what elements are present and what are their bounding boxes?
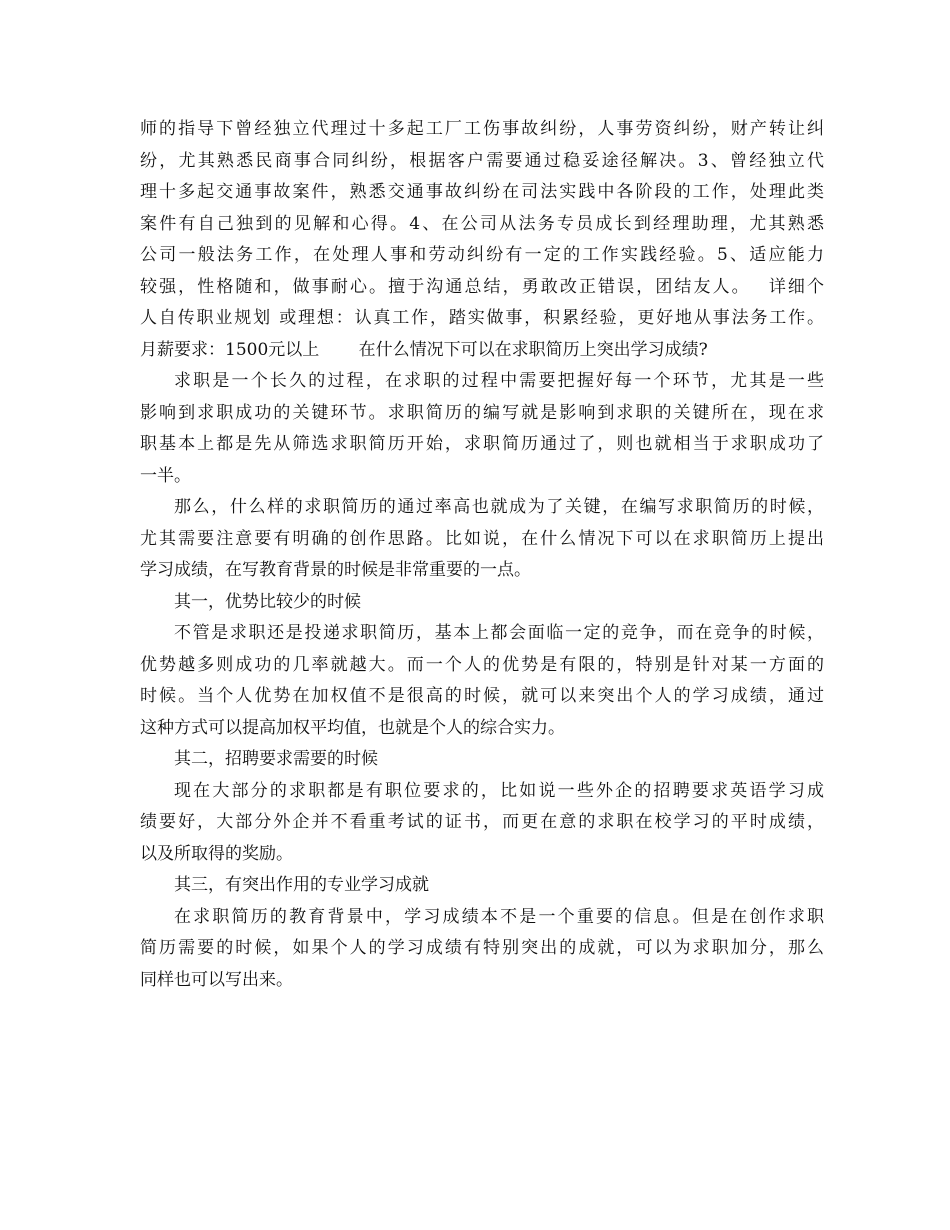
text-line: 纷，尤其熟悉民商事合同纠纷，根据客户需要通过稳妥途径解决。3、曾经独立代 (140, 150, 824, 171)
text-line: 现在大部分的求职都是有职位要求的，比如说一些外企的招聘要求英语学习成 (174, 780, 824, 801)
text-line: 这种方式可以提高加权平均值，也就是个人的综合实力。 (140, 717, 565, 738)
text-line: 影响到求职成功的关键环节。求职简历的编写就是影响到求职的关键所在，现在求 (140, 402, 824, 423)
text-line: 那么，什么样的求职简历的通过率高也就成为了关键，在编写求职简历的时候， (174, 497, 824, 517)
text-line: 公司一般法务工作，在处理人事和劳动纠纷有一定的工作实践经验。5、适应能力 (140, 245, 824, 265)
text-line: 其一，优势比较少的时候 (174, 591, 361, 612)
text-line: 尤其需要注意要有明确的创作思路。比如说，在什么情况下可以在求职简历上提出 (140, 528, 824, 549)
text-line: 其三，有突出作用的专业学习成就 (174, 875, 429, 895)
text-line: 职基本上都是先从筛选求职简历开始，求职简历通过了，则也就相当于求职成功了 (140, 434, 824, 454)
text-line: 优势越多则成功的几率就越大。而一个人的优势是有限的，特别是针对某一方面的 (140, 654, 824, 675)
text-line: 师的指导下曾经独立代理过十多起工厂工伤事故纠纷，人事劳资纠纷，财产转让纠 (140, 119, 824, 139)
text-line: 理十多起交通事故案件，熟悉交通事故纠纷在司法实践中各阶段的工作，处理此类 (140, 182, 824, 202)
text-line: 月薪要求：1500元以上 在什么情况下可以在求职简历上突出学习成绩? (140, 339, 708, 360)
text-line: 同样也可以写出来。 (140, 969, 293, 990)
text-line: 其二，招聘要求需要的时候 (174, 749, 378, 769)
text-line: 不管是求职还是投递求职简历，基本上都会面临一定的竞争，而在竞争的时候， (174, 623, 824, 643)
text-line: 绩要好，大部分外企并不看重考试的证书，而更在意的求职在校学习的平时成绩， (140, 812, 824, 832)
text-line: 在求职简历的教育背景中，学习成绩本不是一个重要的信息。但是在创作求职 (174, 906, 824, 927)
text-line: 学习成绩，在写教育背景的时候是非常重要的一点。 (140, 560, 531, 580)
text-line: 时候。当个人优势在加权值不是很高的时候，就可以来突出个人的学习成绩，通过 (140, 686, 824, 706)
text-line: 人自传职业规划 或理想：认真工作，踏实做事，积累经验，更好地从事法务工作。 (140, 308, 824, 328)
text-line: 求职是一个长久的过程，在求职的过程中需要把握好每一个环节，尤其是一些 (174, 371, 824, 391)
text-line: 简历需要的时候，如果个人的学习成绩有特别突出的成就，可以为求职加分，那么 (140, 938, 824, 958)
document-page (140, 114, 824, 996)
text-line: 案件有自己独到的见解和心得。4、在公司从法务专员成长到经理助理，尤其熟悉 (140, 213, 824, 234)
text-line: 较强，性格随和，做事耐心。擅于沟通总结，勇敢改正错误，团结友人。 详细个 (140, 276, 824, 297)
text-line: 以及所取得的奖励。 (140, 843, 293, 864)
text-line: 一半。 (140, 465, 191, 486)
